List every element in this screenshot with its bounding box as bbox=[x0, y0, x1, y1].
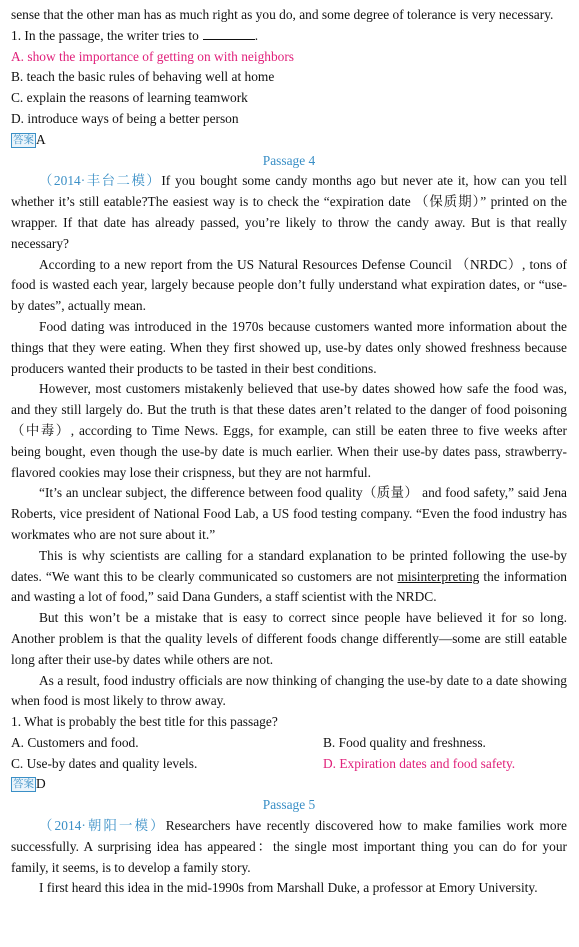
passage5-title: Passage 5 bbox=[262, 797, 316, 813]
answer-tag: 答案 bbox=[13, 778, 34, 791]
question-stem-text: 1. In the passage, the writer tries to bbox=[11, 27, 199, 43]
answer-tag: 答案 bbox=[13, 133, 34, 146]
answer-line bbox=[11, 774, 567, 795]
passage5-paragraph: I first heard this idea in the mid-1990s from Marshall Duke, a professor at Emory University. bbox=[39, 880, 538, 896]
p6-part-b: the information and wasting a lot of food,” said Dana Gunders, a staff scientist with the NRDC. bbox=[11, 568, 568, 605]
passage4-paragraph: Food dating was introduced in the 1970s because customers wanted more information about the things that they were eating. When they first showed up, use-by dates only showed freshness because producers wanted their products to be tasted in their best conditions. bbox=[11, 318, 567, 376]
passage4-paragraph: According to a new report from the US Natural Resources Defense Council （NRDC）, tons of food is wasted each year, largely because people don’t fully understand what expiration dates, or “use-by dates”, actually mean. bbox=[11, 256, 567, 314]
answer-line bbox=[11, 130, 567, 151]
option-b: B. Food quality and freshness. bbox=[323, 734, 486, 750]
option-c: C. explain the reasons of learning teamwork bbox=[11, 90, 248, 106]
passage4-paragraph: “It’s an unclear subject, the difference between food quality（质量） and food safety,” said Jena Roberts, vice president of National Food Lab, a US food testing company. “Even the food industry has workmates who are not sure about it.” bbox=[11, 485, 567, 542]
passage4-paragraph: However, most customers mistakenly believed that use-by dates showed how safe the food was, and they still largely do. But the truth is that these dates aren’t related to the danger of food poisoning（中毒）, according to Time News. Eggs, for example, can still be eaten three to five weeks after being bought, even though the use-by date is much earlier. When their use-by dates pass, strawberry-flavored cookies may lose their crispness, but they are not harmful. bbox=[11, 381, 567, 480]
passage4-paragraph: As a result, food industry officials are now thinking of changing the use-by date to a date showing when food is most likely to throw away. bbox=[11, 672, 567, 709]
question-stem: 1. In the passage, the writer tries to . bbox=[11, 27, 259, 43]
option-b: B. teach the basic rules of behaving well at home bbox=[11, 69, 275, 85]
option-c: C. Use-by dates and quality levels. bbox=[11, 755, 198, 771]
passage4-title: Passage 4 bbox=[262, 152, 316, 168]
document-page bbox=[11, 5, 567, 899]
passage5-p1-text: Researchers have recently discovered how to make families work more successfully. A surprising idea has appeared：the single most important thing you can do for your family, it seems, is to develop a family story. bbox=[11, 818, 567, 875]
passage4-p1-text: If you bought some candy months ago but never ate it, how can you tell whether it’s still eatable?The easiest way is to check the “expiration date （保质期）” printed on the wrapper. If that date has already passed, you’re likely to throw the candy away. But is that really necessary? bbox=[11, 173, 567, 251]
passage4-paragraph bbox=[11, 171, 567, 254]
passage5-source: （2014·朝阳一模） bbox=[39, 818, 166, 834]
question-stem: 1. What is probably the best title for this passage? bbox=[11, 714, 278, 730]
answer-value: D bbox=[36, 776, 46, 792]
option-a: A. Customers and food. bbox=[11, 734, 139, 750]
option-d: D. Expiration dates and food safety. bbox=[323, 755, 516, 771]
passage3-tail: sense that the other man has as much right as you do, and some degree of tolerance is very necessary. bbox=[11, 7, 554, 22]
passage4-source: （2014·丰台二模） bbox=[39, 173, 162, 189]
answer-value: A bbox=[36, 131, 46, 147]
underlined-word: misinterpreting bbox=[397, 568, 480, 584]
p6-part-a: This is why scientists are calling for a standard explanation to be printed following the use-by dates. “We want this to be clearly communicated so customers are not bbox=[11, 547, 567, 584]
passage5-paragraph bbox=[11, 816, 567, 878]
passage4-paragraph: But this won’t be a mistake that is easy to correct since people have believed it for so long. Another problem is that the quality levels of different foods change differently—some are still eatable long after their use-by dates while others are not. bbox=[11, 610, 567, 667]
options-row bbox=[11, 754, 567, 775]
option-d: D. introduce ways of being a better person bbox=[11, 110, 239, 126]
answer-blank bbox=[203, 28, 255, 40]
option-a: A. show the importance of getting on with neighbors bbox=[11, 48, 295, 64]
options-row bbox=[11, 733, 567, 754]
passage4-paragraph bbox=[11, 546, 567, 608]
